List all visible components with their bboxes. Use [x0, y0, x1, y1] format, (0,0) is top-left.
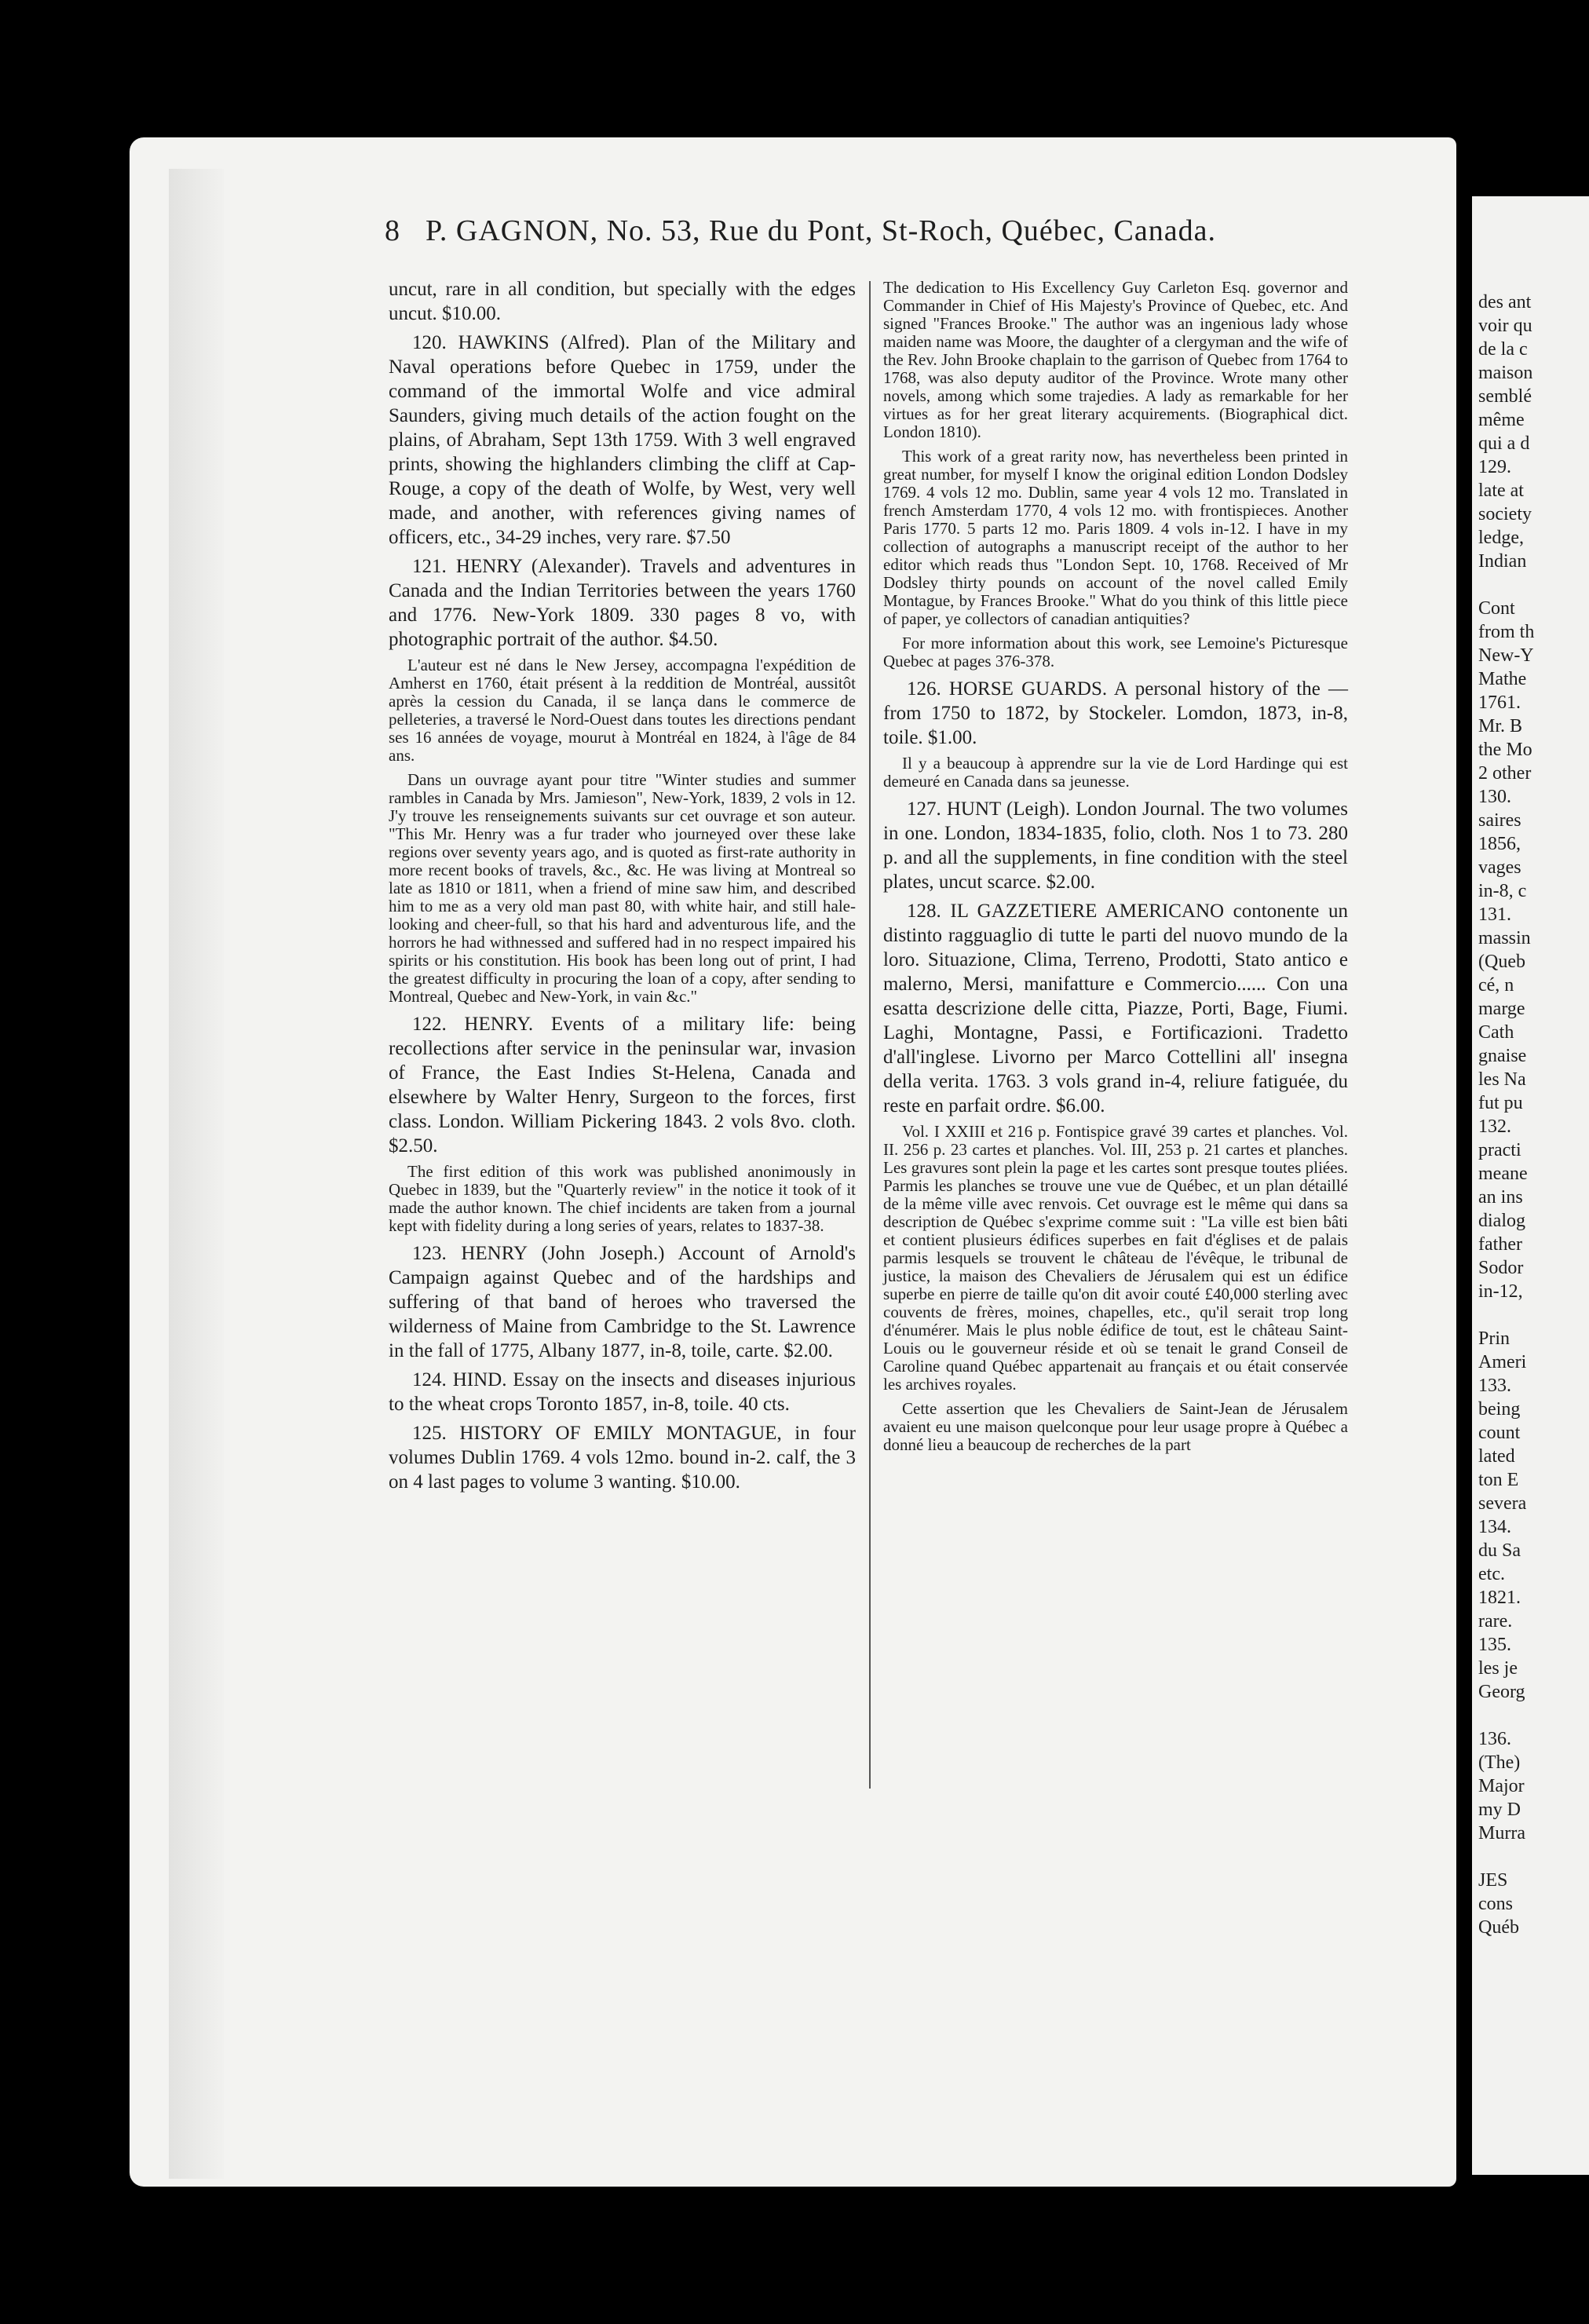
- facing-page-line: 131.: [1478, 904, 1511, 925]
- facing-page-line: les Na: [1478, 1069, 1526, 1090]
- catalogue-entry: 127. HUNT (Leigh). London Journal. The two volumes in one. London, 1834-1835, folio, cloth. Nos 1 to 73. 280 p. and all the supplements, in fine condition with the steel plates, uncut scarce. $2.00.: [883, 798, 1348, 893]
- facing-page-line: Mr. B: [1478, 716, 1523, 736]
- facing-page-line: dialog: [1478, 1211, 1525, 1231]
- facing-page-line: [1478, 1845, 1588, 1869]
- facing-page-line: lated: [1478, 1446, 1515, 1467]
- facing-page-line: massin: [1478, 928, 1531, 948]
- facing-page-line: in-8, c: [1478, 881, 1527, 901]
- facing-page-line: society: [1478, 504, 1532, 524]
- entry-note: Vol. I XXIII et 216 p. Fontispice gravé 39 cartes et planches. Vol. II. 256 p. 23 cartes et planches. Vol. III, 253 p. 21 cartes et planches. Les gravures sont plein la page et les cartes sont presque toutes pliées. Parmis les planches se trouve une vue de Québec, et un plan détaillé de la même ville avec renvois. Cet ouvrage est le même qui dans sa description de Québec s'exprime comme suit : "La ville est bien bâti et contient plusieurs édifices superbes en fait d'églises et de palais parmis lesquels se trouvent le château de l'évêque, le tribunal de justice, la maison des Chevaliers de Jérusalem qui est un édifice superbe en pierre de taille qu'on dit avoir couté £40,000 sterling avec couvents de frères, moines, chapelles, etc., qu'il serait trop long d'énumérer. Mais le plus noble édifice de tout, est le château Saint-Louis ou le gouverneur réside et où se tenait le grand Conseil de Caroline quand Québec appartenait au français et ou était conservée les archives royales.: [883, 1122, 1348, 1394]
- facing-page-line: an ins: [1478, 1187, 1523, 1208]
- facing-page-line: des ant: [1478, 292, 1532, 312]
- facing-page-line: etc.: [1478, 1564, 1505, 1584]
- facing-page-line: 1821.: [1478, 1588, 1521, 1608]
- facing-page-line: Prin: [1478, 1328, 1510, 1349]
- facing-page-line: 132.: [1478, 1116, 1511, 1137]
- facing-page-line: Georg: [1478, 1682, 1525, 1702]
- facing-page-line: late at: [1478, 481, 1524, 501]
- facing-page-line: (Queb: [1478, 952, 1525, 972]
- entry-note: For more information about this work, see Lemoine's Picturesque Quebec at pages 376-378.: [883, 634, 1348, 671]
- facing-page-line: being: [1478, 1399, 1521, 1420]
- facing-page-line: count: [1478, 1423, 1521, 1443]
- facing-page-line: Indian: [1478, 551, 1527, 572]
- entry-note: Dans un ouvrage ayant pour titre "Winter studies and summer rambles in Canada by Mrs. Jamieson", New-York, 1839, 2 vols in 12. J'y trouve les renseignements suivants sur cet ouvrage et son auteur. "This Mr. Henry was a fur trader who journeyed over these lake regions over seventy years ago, and is quoted as first-rate authority in more recent books of travels, &c., &c. He was living at Montreal so late as 1810 or 1811, when a friend of mine saw him, and described him to me as a very old man past 80, with white hair, and still hale-looking and cheer-full, so that his hard and adventurous life, and the horrors he had withnessed and suffered had in no respect impaired his spirits or his constitution. His book has been long out of print, I had the greatest difficulty in procuring the loan of a copy, after sending to Montreal, Quebec and New-York, in vain &c.": [389, 770, 856, 1006]
- page-edge-shadow: [169, 169, 224, 2179]
- facing-page-line: du Sa: [1478, 1540, 1521, 1561]
- facing-page-line: 130.: [1478, 787, 1511, 807]
- facing-page-line: severa: [1478, 1493, 1527, 1514]
- facing-page-line: qui a d: [1478, 433, 1530, 454]
- entry-note: Cette assertion que les Chevaliers de Saint-Jean de Jérusalem avaient eu une maison quelconque pour leur usage propre à Québec a donné lieu a beaucoup de recherches de la part: [883, 1399, 1348, 1454]
- facing-page-line: [1478, 573, 1588, 597]
- catalogue-entry: 122. HENRY. Events of a military life: being recollections after service in the peninsular war, invasion of France, the East Indies St-Helena, Canada and elsewhere by Walter Henry, Surgeon to the forces, first class. London. William Pickering 1843. 2 vols 8vo. cloth. $2.50.: [389, 1014, 856, 1157]
- facing-page-line: ledge,: [1478, 528, 1524, 548]
- left-column: [389, 277, 856, 1499]
- catalogue-entry: 123. HENRY (John Joseph.) Account of Arnold's Campaign against Quebec and of the hardships and suffering of that band of heroes who traversed the wilderness of Maine from Cambridge to the St. Lawrence in the fall of 1775, Albany 1877, in-8, toile, carte. $2.00.: [389, 1243, 856, 1361]
- entry-note: L'auteur est né dans le New Jersey, accompagna l'expédition de Amherst en 1760, était présent à la reddition de Montréal, aussitôt après la cession du Canada, il se lança dans le commerce de pelleteries, a traversé le Nord-Ouest dans toutes les directions pendant ses 16 années de voyage, mourut à Montréal en 1824, à l'âge de 84 ans.: [389, 656, 856, 765]
- page-number: 8: [385, 214, 400, 247]
- facing-page-line: 2 other: [1478, 763, 1532, 784]
- facing-page-line: marge: [1478, 999, 1525, 1019]
- facing-page-line: the Mo: [1478, 740, 1532, 760]
- facing-page-line: les je: [1478, 1658, 1518, 1679]
- facing-page-line: Sodor: [1478, 1258, 1524, 1278]
- facing-page-fragments: [1478, 290, 1588, 1939]
- facing-page-line: 134.: [1478, 1517, 1511, 1537]
- running-title: P. GAGNON, No. 53, Rue du Pont, St-Roch, Québec, Canada.: [426, 214, 1216, 247]
- facing-page-line: 129.: [1478, 457, 1511, 477]
- facing-page: [1472, 196, 1589, 2175]
- page-header: [385, 214, 1303, 248]
- facing-page-line: (The): [1478, 1752, 1521, 1773]
- facing-page-line: Québ: [1478, 1917, 1519, 1938]
- facing-page-line: Mathe: [1478, 669, 1527, 689]
- facing-page-line: Major: [1478, 1776, 1525, 1796]
- facing-page-line: saires: [1478, 810, 1521, 831]
- facing-page-line: rare.: [1478, 1611, 1513, 1632]
- facing-page-line: Ameri: [1478, 1352, 1527, 1372]
- catalogue-entry: 120. HAWKINS (Alfred). Plan of the Military and Naval operations before Quebec in 1759, under the command of the immortal Wolfe and vice admiral Saunders, giving much details of the action fought on the plains, of Abraham, Sept 13th 1759. With 3 well engraved prints, showing the highlanders climbing the cliff at Cap-Rouge, a copy of the death of Wolfe, by West, very well made, and another, with references giving names of officers, etc., 34-29 inches, very rare. $7.50: [389, 332, 856, 548]
- entry-note: This work of a great rarity now, has nevertheless been printed in great number, for myself I know the original edition London Dodsley 1769. 4 vols 12 mo. Dublin, same year 4 vols 12 mo. Translated in french Amsterdam 1770, 4 vols 12 mo. with frontispieces. Another Paris 1770. 5 parts 12 mo. Paris 1809. 4 vols in-12. I have in my collection of autographs a manuscript receipt of the author to her editor which reads thus "London Sept. 10, 1768. Received of Mr Dodsley thirty pounds on account of the novel called Emily Montague, by Frances Brooke." What do you think of this little piece of paper, ye collectors of canadian antiquities?: [883, 447, 1348, 628]
- facing-page-line: [1478, 1303, 1588, 1327]
- facing-page-line: gnaise: [1478, 1046, 1527, 1066]
- facing-page-line: voir qu: [1478, 316, 1532, 336]
- catalogue-entry: 121. HENRY (Alexander). Travels and adventures in Canada and the Indian Territories between the years 1760 and 1776. New-York 1809. 330 pages 8 vo, with photographic portrait of the author. $4.50.: [389, 556, 856, 650]
- facing-page-line: Cont: [1478, 598, 1515, 619]
- facing-page-line: cons: [1478, 1894, 1513, 1914]
- facing-page-line: Cath: [1478, 1022, 1514, 1043]
- facing-page-line: 135.: [1478, 1635, 1511, 1655]
- facing-page-line: 1761.: [1478, 692, 1521, 713]
- facing-page-line: Murra: [1478, 1823, 1525, 1843]
- right-column: [883, 277, 1348, 1460]
- facing-page-line: maison: [1478, 363, 1533, 383]
- catalogue-entry: 128. IL GAZZETIERE AMERICANO contonente un distinto ragguaglio di tutte le parti del nuovo mundo de la loro. Situazione, Clima, Terreno, Prodotti, Stato antico e malerno, Mersi, manifatture e Commercio...... Con una esatta descrizione delle citta, Piazze, Porti, Bage, Fiumi. Laghi, Montagne, Passi, e Fortificazioni. Tradetto d'all'inglese. Livorno per Marco Cottellini all' insegna della verita. 1763. 3 vols grand in-4, reliure fatiguée, du reste en parfait ordre. $6.00.: [883, 901, 1348, 1116]
- facing-page-line: vages: [1478, 857, 1521, 878]
- facing-page-line: semblé: [1478, 386, 1532, 407]
- entry-note: The dedication to His Excellency Guy Carleton Esq. governor and Commander in Chief of His Majesty's Province of Quebec, etc. And signed "Frances Brooke." The author was an ingenious lady whose maiden name was Moore, the daughter of a clergyman and the wife of the Rev. John Brooke chaplain to the garrison of Quebec from 1764 to 1768, was also deputy auditor of the Province. Wrote many other novels, among which some trajedies. A lady as remarkable for her virtues as for her great literary acquirements. (Biographical dict. London 1810).: [883, 278, 1348, 441]
- catalogue-entry: 125. HISTORY OF EMILY MONTAGUE, in four volumes Dublin 1769. 4 vols 12mo. bound in-2. calf, the 3 on 4 last pages to volume 3 wanting. $10.00.: [389, 1423, 856, 1493]
- facing-page-line: de la c: [1478, 339, 1528, 360]
- entry-note: Il y a beaucoup à apprendre sur la vie de Lord Hardinge qui est demeuré en Canada dans sa jeunesse.: [883, 754, 1348, 791]
- facing-page-line: 133.: [1478, 1376, 1511, 1396]
- facing-page-line: New-Y: [1478, 645, 1534, 666]
- facing-page-line: cé, n: [1478, 975, 1514, 996]
- facing-page-line: [1478, 1704, 1588, 1727]
- facing-page-line: in-12,: [1478, 1281, 1523, 1302]
- facing-page-line: father: [1478, 1234, 1522, 1255]
- column-rule: [869, 281, 871, 1789]
- facing-page-line: ton E: [1478, 1470, 1519, 1490]
- facing-page-line: 136.: [1478, 1729, 1511, 1749]
- facing-page-line: même: [1478, 410, 1525, 430]
- catalogue-entry: 126. HORSE GUARDS. A personal history of the — from 1750 to 1872, by Stockeler. Lomdon, 1873, in-8, toile. $1.00.: [883, 678, 1348, 748]
- catalogue-entry: uncut, rare in all condition, but specially with the edges uncut. $10.00.: [389, 279, 856, 324]
- entry-note: The first edition of this work was published anonimously in Quebec in 1839, but the "Quarterly review" in the notice it took of it made the author known. The chief incidents are taken from a journal kept with fidelity during a long series of years, relates to 1837-38.: [389, 1162, 856, 1235]
- facing-page-line: 1856,: [1478, 834, 1521, 854]
- facing-page-line: JES: [1478, 1870, 1508, 1891]
- facing-page-line: fut pu: [1478, 1093, 1523, 1113]
- facing-page-line: practi: [1478, 1140, 1521, 1160]
- facing-page-line: my D: [1478, 1800, 1521, 1820]
- facing-page-line: meane: [1478, 1164, 1528, 1184]
- facing-page-line: from th: [1478, 622, 1535, 642]
- catalogue-entry: 124. HIND. Essay on the insects and diseases injurious to the wheat crops Toronto 1857, in-8, toile. 40 cts.: [389, 1369, 856, 1415]
